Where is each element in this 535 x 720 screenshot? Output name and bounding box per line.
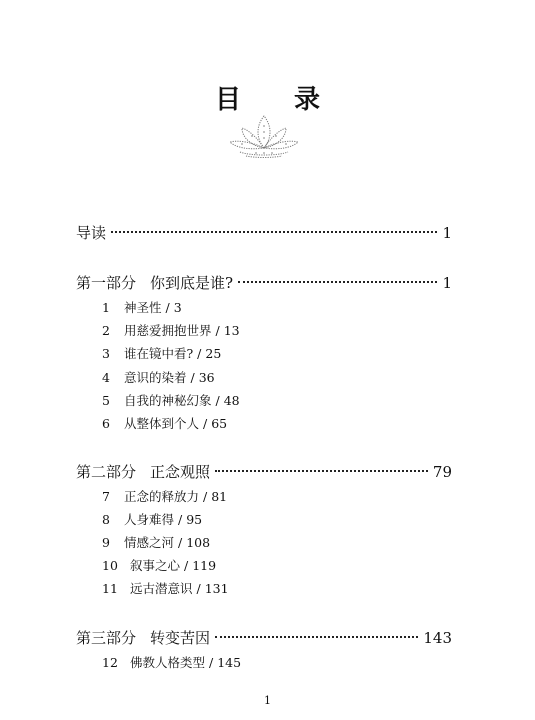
- chapter-title: 佛教人格类型: [130, 655, 206, 670]
- chapter-page: 48: [223, 393, 240, 408]
- toc-chapter-row[interactable]: 8 人身难得 / 95: [102, 512, 203, 527]
- lotus-icon: [226, 110, 302, 160]
- chapter-title: 叙事之心: [130, 558, 181, 573]
- toc-chapter-row[interactable]: 5 自我的神秘幻象 / 48: [102, 393, 240, 408]
- chapter-page: 65: [211, 416, 228, 431]
- toc-chapter-row[interactable]: 9 情感之河 / 108: [102, 535, 211, 550]
- chapter-number: 12: [102, 655, 118, 670]
- toc-intro-row[interactable]: [76, 222, 452, 243]
- toc-title: 目 录: [214, 85, 343, 115]
- chapter-title: 意识的染着: [124, 370, 187, 385]
- dot-leader: [111, 231, 437, 233]
- toc-chapter-row[interactable]: 7 正念的释放力 / 81: [102, 489, 228, 504]
- part-page: 1: [442, 274, 452, 292]
- toc-chapter-row[interactable]: 2 用慈爱拥抱世界 / 13: [102, 323, 240, 338]
- chapter-title: 情感之河: [124, 535, 175, 550]
- chapter-number: 2: [102, 323, 110, 338]
- toc-intro-page: 1: [442, 224, 452, 242]
- chapter-page: 119: [192, 558, 217, 573]
- chapter-title: 远古潜意识: [130, 581, 193, 596]
- toc-chapter-row[interactable]: 11 远古潜意识 / 131: [102, 581, 229, 596]
- toc-chapter-row[interactable]: 4 意识的染着 / 36: [102, 370, 215, 385]
- toc-chapter-row[interactable]: 6 从整体到个人 / 65: [102, 416, 228, 431]
- chapter-number: 10: [102, 558, 118, 573]
- toc-part-row[interactable]: [76, 272, 452, 293]
- page-number: 1: [264, 694, 271, 707]
- chapter-title: 神圣性: [124, 300, 162, 315]
- dot-leader: [215, 636, 418, 638]
- chapter-title: 自我的神秘幻象: [124, 393, 212, 408]
- dot-leader: [215, 470, 428, 472]
- chapter-number: 1: [102, 300, 110, 315]
- toc-part-row[interactable]: [76, 461, 452, 482]
- chapter-page: 13: [223, 323, 240, 338]
- part-number: 第一部分: [76, 274, 137, 292]
- chapter-title: 正念的释放力: [124, 489, 200, 504]
- part-name: 你到底是谁?: [150, 274, 234, 292]
- chapter-number: 4: [102, 370, 110, 385]
- part-page: 143: [423, 629, 452, 647]
- chapter-page: 81: [211, 489, 228, 504]
- toc-chapter-row[interactable]: 1 神圣性 / 3: [102, 300, 182, 315]
- toc-part-row[interactable]: [76, 627, 452, 648]
- part-number: 第二部分: [76, 463, 137, 481]
- chapter-number: 7: [102, 489, 110, 504]
- chapter-title: 从整体到个人: [124, 416, 200, 431]
- chapter-title: 人身难得: [124, 512, 175, 527]
- toc-chapter-row[interactable]: 10 叙事之心 / 119: [102, 558, 217, 573]
- part-number: 第三部分: [76, 629, 137, 647]
- toc-intro-label: 导读: [76, 224, 107, 242]
- chapter-number: 5: [102, 393, 110, 408]
- chapter-number: 11: [102, 581, 118, 596]
- chapter-page: 131: [204, 581, 229, 596]
- part-name: 转变苦因: [150, 629, 211, 647]
- toc-chapter-row[interactable]: 3 谁在镜中看? / 25: [102, 346, 222, 361]
- chapter-page: 3: [173, 300, 182, 315]
- chapter-page: 36: [198, 370, 215, 385]
- chapter-number: 3: [102, 346, 110, 361]
- part-page: 79: [432, 463, 452, 481]
- chapter-number: 6: [102, 416, 110, 431]
- chapter-number: 9: [102, 535, 110, 550]
- chapter-number: 8: [102, 512, 110, 527]
- chapter-title: 用慈爱拥抱世界: [124, 323, 212, 338]
- chapter-page: 108: [186, 535, 211, 550]
- part-name: 正念观照: [150, 463, 211, 481]
- chapter-title: 谁在镜中看?: [124, 346, 194, 361]
- chapter-page: 25: [205, 346, 222, 361]
- toc-chapter-row[interactable]: 12 佛教人格类型 / 145: [102, 655, 242, 670]
- dot-leader: [238, 281, 437, 283]
- chapter-page: 95: [186, 512, 203, 527]
- chapter-page: 145: [217, 655, 242, 670]
